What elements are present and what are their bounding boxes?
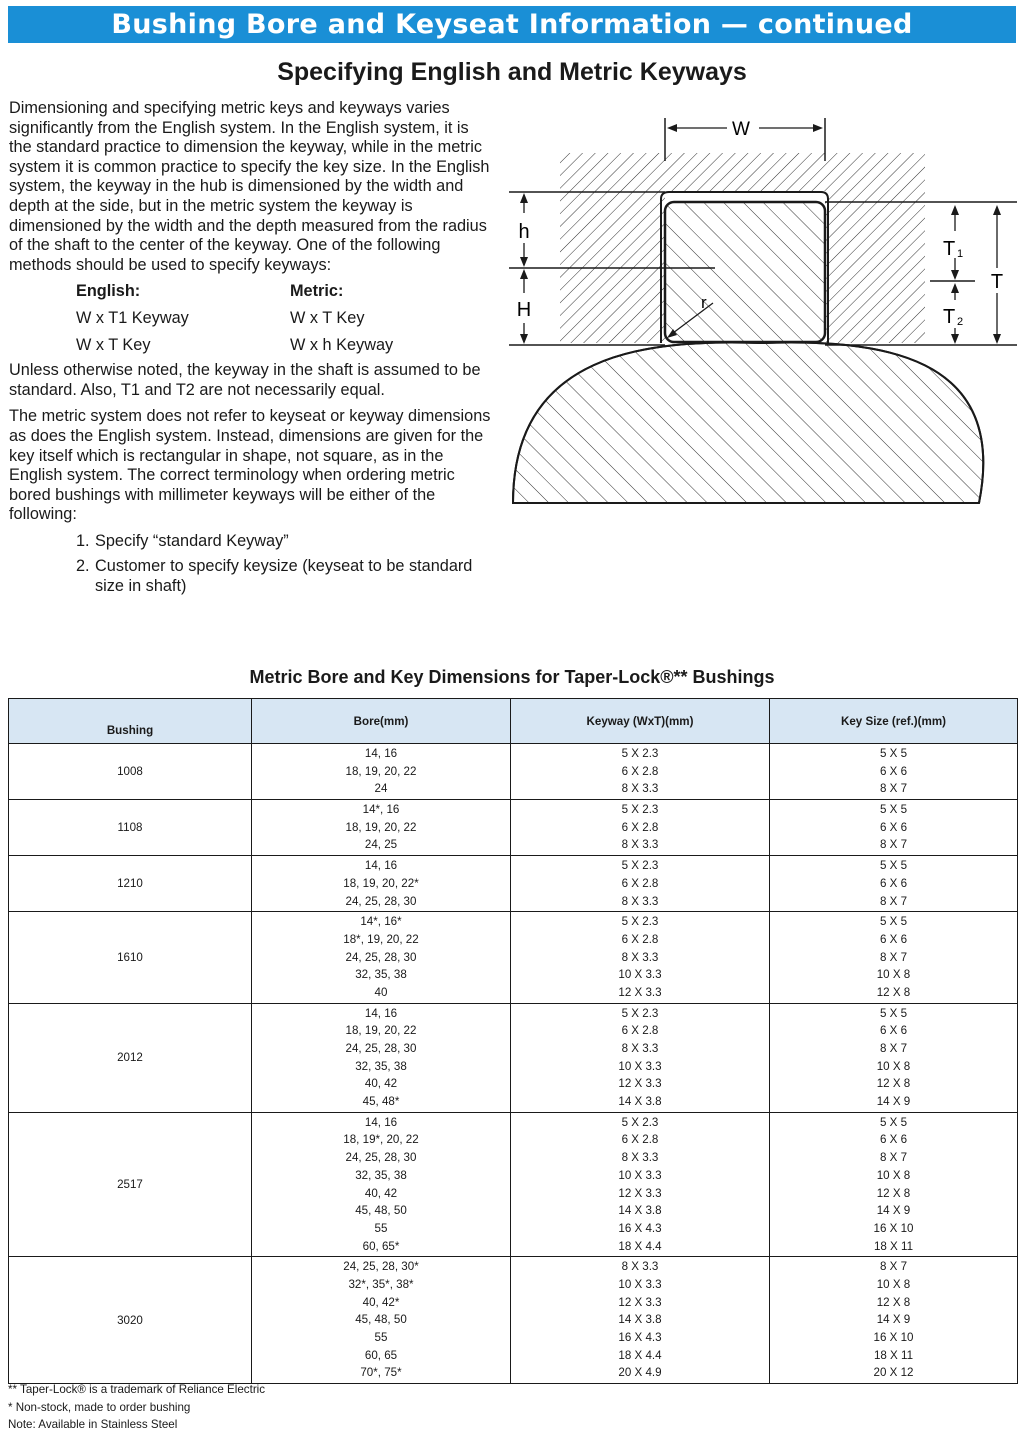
keyway-cell: [511, 1003, 770, 1112]
bore-value: 14, 16: [364, 859, 398, 873]
key-size-cell: [770, 1257, 1018, 1384]
table-row: [9, 744, 1018, 800]
bushing-cell: [9, 1257, 252, 1384]
intro-text: [9, 99, 491, 603]
big-h-label: H: [516, 299, 532, 321]
header-keyway: Keyway (WxT)(mm): [511, 699, 770, 744]
bore-cell: [252, 856, 511, 912]
list-number: 2.: [76, 557, 90, 576]
key-size-value: 14 X 9: [876, 1204, 911, 1218]
key-size-cell: [770, 912, 1018, 1003]
english-heading: English:: [76, 282, 141, 301]
keyway-value: 12 X 3.3: [618, 1077, 662, 1091]
bore-value: 45, 48, 50: [355, 1204, 407, 1218]
keyway-cell: [511, 1257, 770, 1384]
keyway-cell: [511, 1112, 770, 1257]
table-row: [9, 1257, 1018, 1384]
shaft-section: [513, 342, 983, 503]
key-size-cell: [770, 800, 1018, 856]
intro-paragraph-3: The metric system does not refer to keyseat or keyway dimensions as does the English system. Instead, dimensions are given for the key itself which is rectangular in shape, not square, as in the English system. The correct terminology when ordering metric bored bushings with millimeter keyways will be either of the following:: [9, 407, 491, 524]
bore-value: 55: [374, 1221, 388, 1235]
bore-value: 55: [374, 1331, 388, 1344]
keyway-value: 5 X 2.3: [621, 859, 659, 873]
bushing-cell: [9, 856, 252, 912]
key-size-value: 6 X 6: [879, 876, 908, 890]
table-body: [9, 744, 1018, 1384]
section-title: Specifying English and Metric Keyways: [277, 58, 747, 86]
key-size-value: 5 X 5: [879, 1006, 908, 1020]
w-label: W: [732, 119, 750, 140]
keyway-value: 8 X 3.3: [621, 838, 659, 852]
key-size-cell: [770, 1003, 1018, 1112]
bushing-cell: [9, 1112, 252, 1257]
bore-value: 18, 19, 20, 22: [345, 1024, 417, 1038]
table-title: Metric Bore and Key Dimensions for Taper-Lock®** Bushings: [249, 667, 775, 687]
keyway-value: 8 X 3.3: [621, 1042, 659, 1055]
key-size-cell: [770, 744, 1018, 800]
keyway-value: 6 X 2.8: [621, 1024, 659, 1038]
keyway-value: 8 X 3.3: [621, 782, 659, 796]
key-size-value: 5 X 5: [879, 1115, 908, 1129]
key-size-value: 5 X 5: [879, 747, 908, 760]
bore-value: 32*, 35*, 38*: [348, 1277, 414, 1291]
bushing-cell: [9, 1003, 252, 1112]
table-row: [9, 800, 1018, 856]
bushing-value: 3020: [117, 1313, 143, 1327]
list-number: 1.: [76, 531, 90, 550]
bushing-cell: [9, 744, 252, 800]
bore-value: 24, 25, 28, 30: [345, 1151, 417, 1165]
keyway-value: 10 X 3.3: [618, 968, 662, 982]
table-header-row: [9, 699, 1018, 744]
bore-value: 32, 35, 38: [355, 1059, 407, 1073]
keyway-value: 18 X 4.4: [618, 1239, 662, 1253]
bore-cell: [252, 744, 511, 800]
bushing-cell: [9, 912, 252, 1003]
footnote-trademark: ** Taper-Lock® is a trademark of Reliance Electric: [8, 1383, 266, 1396]
keyway-value: 8 X 3.3: [621, 950, 659, 964]
key-size-value: 8 X 7: [879, 894, 908, 908]
keyway-value: 10 X 3.3: [618, 1277, 662, 1291]
bore-value: 18, 19*, 20, 22: [343, 1133, 419, 1147]
key-size-value: 8 X 7: [879, 950, 908, 964]
keyway-value: 6 X 2.8: [621, 764, 659, 778]
keyway-value: 6 X 2.8: [621, 876, 659, 890]
keyway-value: 6 X 2.8: [621, 820, 659, 834]
bore-value: 14, 16: [364, 747, 398, 760]
table-row: [9, 856, 1018, 912]
list-text: Specify “standard Keyway”: [95, 531, 289, 550]
bore-value: 14*, 16: [362, 803, 400, 817]
key-size-value: 12 X 8: [876, 1295, 911, 1309]
key-size-value: 18 X 11: [873, 1348, 914, 1362]
header-key-size: Key Size (ref.)(mm): [770, 699, 1018, 744]
t2-subscript: 2: [957, 316, 964, 328]
keyway-value: 14 X 3.8: [618, 1095, 662, 1109]
english-method-1: W x T1 Keyway: [76, 308, 189, 327]
key-size-value: 12 X 8: [876, 985, 911, 999]
english-method-2: W x T Key: [76, 335, 151, 354]
bore-value: 18, 19, 20, 22*: [343, 876, 419, 890]
key-size-cell: [770, 856, 1018, 912]
keyway-value: 14 X 3.8: [618, 1204, 662, 1218]
list-item: [76, 557, 491, 596]
keyway-cell: [511, 856, 770, 912]
keyway-value: 12 X 3.3: [618, 1186, 662, 1200]
key-size-value: 6 X 6: [879, 932, 908, 946]
key-size-value: 16 X 10: [873, 1331, 914, 1344]
key-size-value: 6 X 6: [879, 1133, 908, 1147]
bore-value: 70*, 75*: [360, 1366, 402, 1380]
key-size-value: 6 X 6: [879, 820, 908, 834]
keyway-cell: [511, 912, 770, 1003]
bore-cell: [252, 1003, 511, 1112]
keyway-value: 5 X 2.3: [621, 915, 659, 929]
keyway-value: 5 X 2.3: [621, 747, 659, 760]
bore-value: 18, 19, 20, 22: [345, 820, 417, 834]
key-size-value: 14 X 9: [876, 1313, 911, 1327]
hub-section: [560, 153, 665, 343]
list-item: [76, 532, 491, 552]
bushing-value: 1108: [117, 821, 143, 835]
page-banner: Bushing Bore and Keyseat Information — continued: [8, 6, 1016, 43]
bore-value: 60, 65*: [362, 1239, 400, 1253]
key-size-value: 16 X 10: [873, 1221, 914, 1235]
keyway-value: 8 X 3.3: [621, 894, 659, 908]
key-size-value: 6 X 6: [879, 1024, 908, 1038]
bore-value: 45, 48, 50: [355, 1313, 407, 1327]
key-size-value: 6 X 6: [879, 764, 908, 778]
keyway-value: 8 X 3.3: [621, 1260, 659, 1274]
keyway-value: 6 X 2.8: [621, 1133, 659, 1147]
keyway-value: 16 X 4.3: [618, 1331, 662, 1344]
key-size-value: 8 X 7: [879, 1151, 908, 1165]
keyway-value: 10 X 3.3: [618, 1168, 662, 1182]
key-size-value: 8 X 7: [879, 838, 908, 852]
bore-value: 24, 25, 28, 30: [345, 1042, 417, 1055]
key-size-value: 12 X 8: [876, 1186, 911, 1200]
keyway-value: 20 X 4.9: [618, 1366, 662, 1380]
keyway-value: 10 X 3.3: [618, 1059, 662, 1073]
metric-method-1: W x T Key: [290, 308, 365, 327]
hub-section-right: [825, 153, 925, 343]
bore-cell: [252, 800, 511, 856]
key-size-value: 8 X 7: [879, 1042, 908, 1055]
bore-value: 14*, 16*: [360, 915, 402, 929]
footnote-stainless: Note: Available in Stainless Steel: [8, 1418, 178, 1432]
intro-paragraph-2: Unless otherwise noted, the keyway in the shaft is assumed to be standard. Also, T1 and T2 are not necessarily equal.: [9, 361, 481, 399]
footnotes: [8, 1381, 265, 1434]
metric-method-2: W x h Keyway: [290, 335, 394, 354]
key-size-cell: [770, 1112, 1018, 1257]
bore-cell: [252, 1257, 511, 1384]
keyway-diagram: [505, 103, 1017, 515]
header-bore: Bore(mm): [252, 699, 511, 744]
bore-value: 40, 42: [364, 1186, 398, 1200]
key-size-value: 5 X 5: [879, 915, 908, 929]
bushing-value: 2012: [117, 1051, 143, 1065]
key-size-value: 10 X 8: [876, 1277, 911, 1291]
bore-value: 24, 25, 28, 30: [345, 950, 417, 964]
key-size-value: 5 X 5: [879, 803, 908, 817]
keyway-value: 6 X 2.8: [621, 932, 659, 946]
key-size-value: 20 X 12: [873, 1366, 914, 1380]
keyway-methods: [76, 282, 491, 355]
key-size-value: 10 X 8: [876, 968, 911, 982]
bore-value: 18, 19, 20, 22: [345, 764, 417, 778]
keyway-value: 12 X 3.3: [618, 985, 662, 999]
bore-value: 45, 48*: [362, 1095, 400, 1109]
keyway-cell: [511, 744, 770, 800]
r-label: r: [701, 293, 707, 312]
bore-key-table: [8, 698, 1018, 1384]
t2-label: T: [943, 306, 956, 328]
bore-cell: [252, 912, 511, 1003]
t1-label: T: [943, 238, 956, 260]
hub-section-top: [665, 153, 825, 191]
bushing-value: 1008: [117, 765, 143, 779]
keyway-value: 5 X 2.3: [621, 1006, 659, 1020]
keyway-value: 5 X 2.3: [621, 1115, 659, 1129]
key-size-value: 18 X 11: [873, 1239, 914, 1253]
h-label: h: [518, 221, 530, 243]
keyway-value: 16 X 4.3: [618, 1221, 662, 1235]
keyway-cell: [511, 800, 770, 856]
metric-heading: Metric:: [290, 282, 344, 301]
ordering-options-list: [76, 532, 491, 597]
key-size-value: 8 X 7: [879, 1260, 908, 1274]
table-row: [9, 912, 1018, 1003]
bushing-value: 1210: [117, 877, 143, 891]
keyway-value: 14 X 3.8: [618, 1313, 662, 1327]
key-size-value: 5 X 5: [879, 859, 908, 873]
keyway-value: 12 X 3.3: [618, 1295, 662, 1309]
bushing-value: 1610: [117, 950, 143, 964]
intro-paragraph-1: Dimensioning and specifying metric keys and keyways varies significantly from the English system. In the English system, it is the standard practice to dimension the keyway, while in the metric system it is common practice to specify the key size. In the English system, the keyway in the hub is dimensioned by the width and depth at the side, but in the metric system the keyway is dimensioned by the width and the depth measured from the radius of the shaft to the center of the keyway. One of the following methods should be used to specify keyways:: [9, 99, 490, 274]
table-row: [9, 1003, 1018, 1112]
bore-value: 32, 35, 38: [355, 968, 407, 982]
key-size-value: 12 X 8: [876, 1077, 911, 1091]
bore-value: 14, 16: [364, 1115, 398, 1129]
t-label: T: [990, 271, 1004, 293]
keyway-value: 8 X 3.3: [621, 1151, 659, 1165]
t1-subscript: 1: [957, 248, 964, 260]
bushing-value: 2517: [117, 1178, 143, 1191]
bore-value: 40: [374, 985, 388, 999]
bore-value: 24: [374, 782, 388, 796]
footnote-non-stock: * Non-stock, made to order bushing: [8, 1400, 191, 1414]
bushing-cell: [9, 800, 252, 856]
list-text: Customer to specify keysize (keyseat to be standard size in shaft): [95, 557, 473, 596]
bore-value: 24, 25, 28, 30: [345, 894, 417, 908]
bore-cell: [252, 1112, 511, 1257]
bore-value: 60, 65: [364, 1348, 398, 1362]
key-size-value: 14 X 9: [876, 1095, 911, 1109]
bore-value: 14, 16: [364, 1006, 398, 1020]
table-row: [9, 1112, 1018, 1257]
bore-value: 24, 25, 28, 30*: [343, 1260, 419, 1274]
key-size-value: 8 X 7: [879, 782, 908, 796]
key-size-value: 10 X 8: [876, 1059, 911, 1073]
bore-value: 24, 25: [364, 838, 398, 852]
header-bushing: Bushing: [9, 699, 252, 744]
bore-value: 32, 35, 38: [355, 1168, 407, 1182]
key-size-value: 10 X 8: [876, 1168, 911, 1182]
bore-value: 18*, 19, 20, 22: [343, 932, 419, 946]
bore-value: 40, 42*: [362, 1295, 400, 1309]
bore-value: 40, 42: [364, 1077, 398, 1091]
keyway-value: 5 X 2.3: [621, 803, 659, 817]
keyway-value: 18 X 4.4: [618, 1348, 662, 1362]
